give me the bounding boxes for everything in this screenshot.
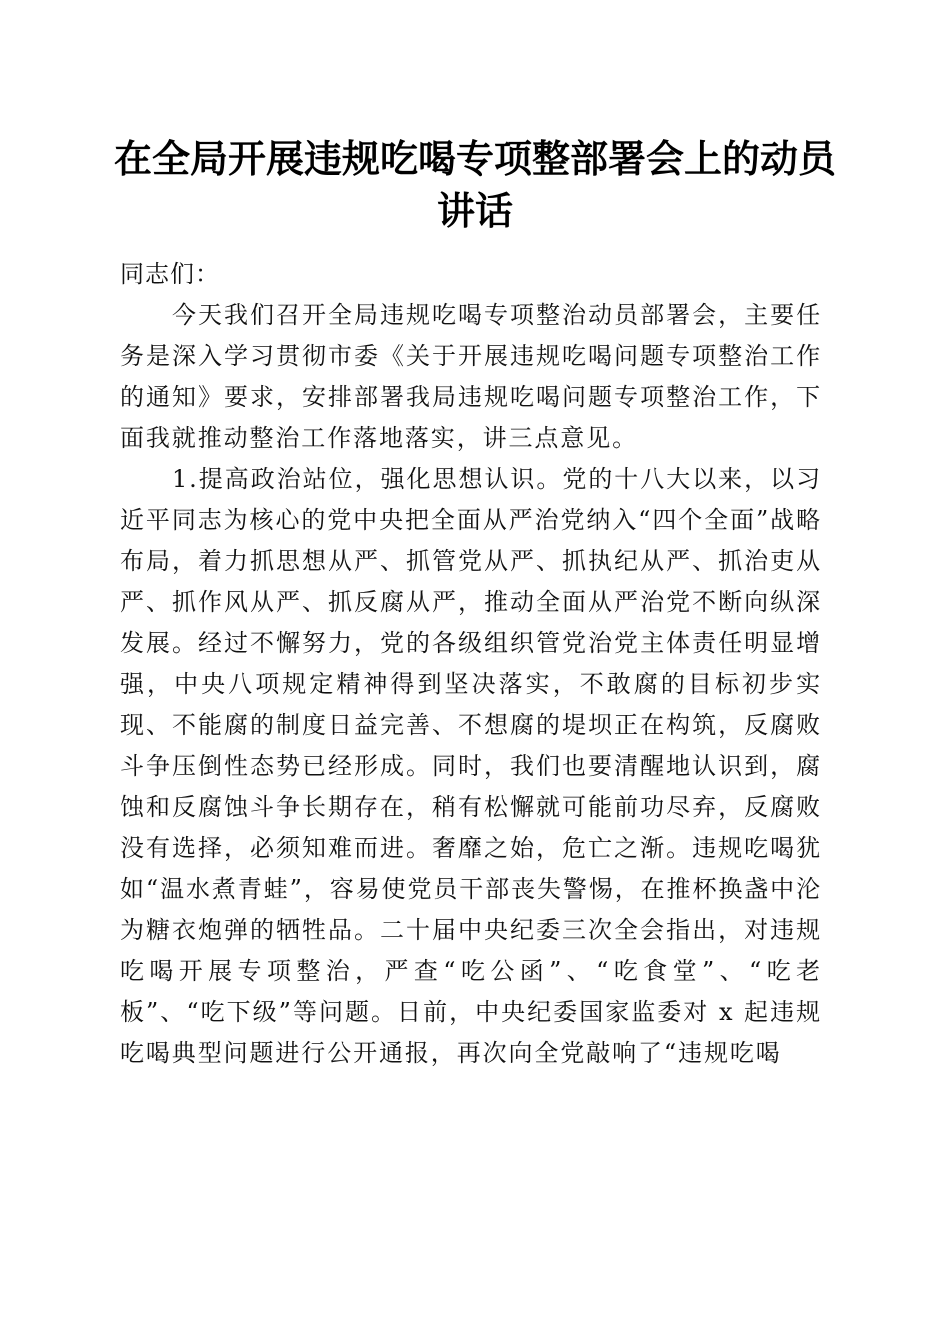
document-title: 在全局开展违规吃喝专项整部署会上的动员讲话 xyxy=(113,136,836,233)
paragraph-intro: 今天我们召开全局违规吃喝专项整治动员部署会，主要任务是深入学习贯彻市委《关于开展违规吃喝问题专项整治工作的通知》要求，安排部署我局违规吃喝问题专项整治工作，下面我就推动整治工作落地落实，讲三点意见。 xyxy=(120,301,822,452)
document-body xyxy=(120,254,822,1074)
salutation: 同志们： xyxy=(120,260,220,288)
paragraph-point-1: 1.提高政治站位，强化思想认识。党的十八大以来，以习近平同志为核心的党中央把全面从严治党纳入“四个全面”战略布局，着力抓思想从严、抓管党从严、抓执纪从严、抓治吏从严、抓作风从严、抓反腐从严，推动全面从严治党不断向纵深发展。经过不懈努力，党的各级组织管党治党主体责任明显增强，中央八项规定精神得到坚决落实，不敢腐的目标初步实现、不能腐的制度日益完善、不想腐的堤坝正在构筑，反腐败斗争压倒性态势已经形成。同时，我们也要清醒地认识到，腐蚀和反腐蚀斗争长期存在，稍有松懈就可能前功尽弃，反腐败没有选择，必须知难而进。奢靡之始，危亡之渐。违规吃喝犹如“温水煮青蛙”，容易使党员干部丧失警惕，在推杯换盏中沦为糖衣炮弹的牺牲品。二十届中央纪委三次全会指出，对违规吃喝开展专项整治，严查“吃公函”、“吃食堂”、“吃老板”、“吃下级”等问题。日前，中央纪委国家监委对 x 起违规吃喝典型问题进行公开通报，再次向全党敲响了“违规吃喝 xyxy=(120,465,822,1067)
